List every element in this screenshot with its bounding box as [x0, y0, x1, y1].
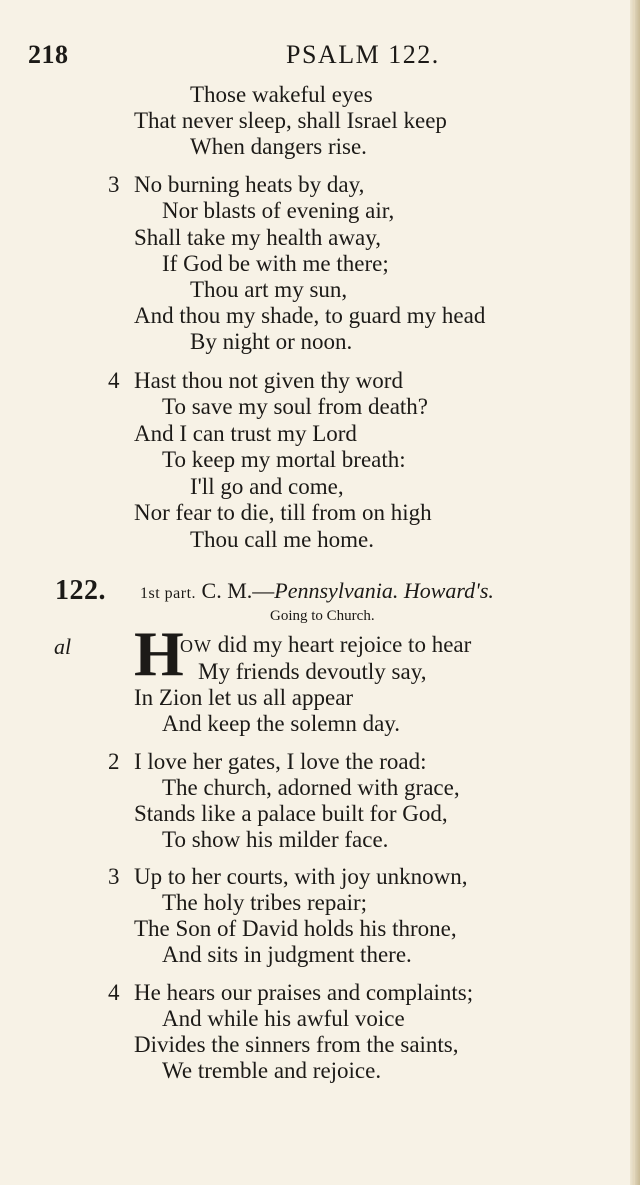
stanza-number: 4	[108, 368, 120, 393]
stanza-number: 2	[108, 749, 120, 774]
verse-line: He hears our praises and complaints;	[134, 980, 474, 1005]
verse-line: To keep my mortal breath:	[162, 447, 406, 472]
drop-cap-continuation: OW	[180, 636, 212, 656]
verse-line: The church, adorned with grace,	[162, 775, 460, 800]
verse-line: Stands like a palace built for God,	[134, 801, 448, 826]
hymn-number: 122.	[55, 575, 106, 606]
hymn-meter: C. M.—	[201, 578, 275, 603]
stanza-number: 3	[108, 864, 120, 889]
verse-line: To save my soul from death?	[162, 394, 429, 419]
hymn-tunes: Pennsylvania. Howard's.	[274, 578, 494, 603]
verse-line: The Son of David holds his throne,	[134, 916, 457, 941]
verse-line: If God be with me there;	[162, 251, 389, 276]
verse-line: We tremble and rejoice.	[162, 1058, 382, 1083]
verse-line: No burning heats by day,	[134, 172, 365, 197]
verse-line: Those wakeful eyes	[190, 82, 373, 107]
verse-line: Hast thou not given thy word	[134, 368, 403, 393]
verse-line: Nor fear to die, till from on high	[134, 500, 432, 525]
stanza-number: 4	[108, 980, 120, 1005]
verse-line	[180, 632, 471, 659]
first-line-rest: did my heart rejoice to hear	[212, 632, 472, 657]
verse-line: Divides the sinners from the saints,	[134, 1032, 459, 1057]
verse-line: And keep the solemn day.	[162, 711, 401, 736]
page-number: 218	[28, 40, 69, 69]
verse-line: My friends devoutly say,	[198, 659, 427, 684]
page-header	[28, 40, 608, 74]
verse-line: And I can trust my Lord	[134, 421, 357, 446]
verse-line: I love her gates, I love the road:	[134, 749, 427, 774]
verse-line: Shall take my health away,	[134, 225, 381, 250]
verse-line: Thou call me home.	[190, 527, 374, 552]
hymn-subtitle: Going to Church.	[270, 608, 375, 624]
hymn-meter-line	[140, 578, 494, 604]
hymn-key: al	[54, 634, 72, 659]
verse-line: And while his awful voice	[162, 1006, 405, 1031]
verse-line: When dangers rise.	[190, 134, 367, 159]
verse-line: By night or noon.	[190, 329, 353, 354]
stanza-number: 3	[108, 172, 120, 197]
running-head: PSALM 122.	[286, 40, 440, 69]
drop-cap: H	[134, 618, 184, 689]
page-edge	[630, 0, 640, 1185]
verse-line: Nor blasts of evening air,	[162, 198, 395, 223]
verse-line: The holy tribes repair;	[162, 890, 368, 915]
verse-line: I'll go and come,	[190, 474, 344, 499]
hymn-part: 1st part.	[140, 585, 197, 602]
verse-line: And thou my shade, to guard my head	[134, 303, 486, 328]
verse-line: To show his milder face.	[162, 827, 389, 852]
verse-line: Thou art my sun,	[190, 277, 348, 302]
verse-line: And sits in judgment there.	[162, 942, 412, 967]
verse-line: Up to her courts, with joy unknown,	[134, 864, 468, 889]
verse-line: That never sleep, shall Israel keep	[134, 108, 447, 133]
verse-line: In Zion let us all appear	[134, 685, 354, 710]
